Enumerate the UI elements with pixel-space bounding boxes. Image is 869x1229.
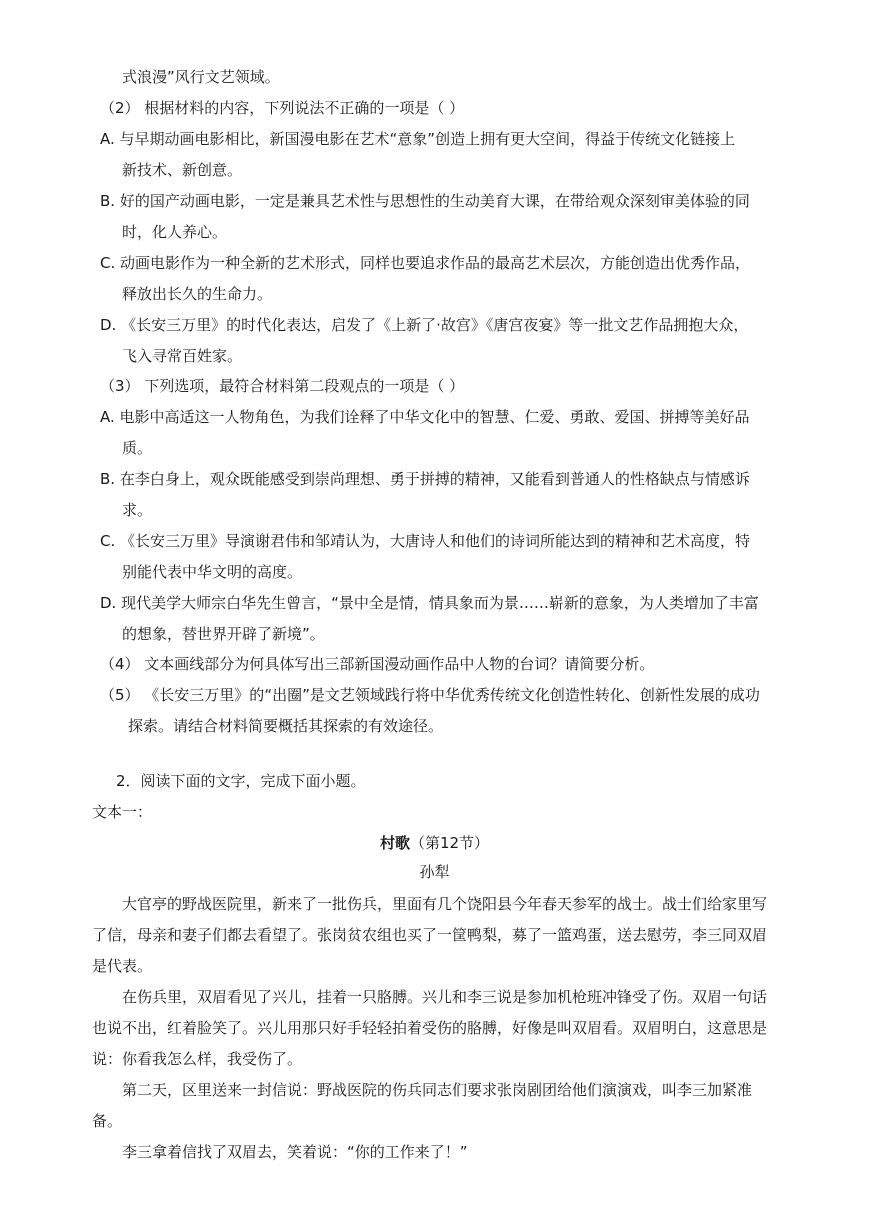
q2-option-c-line2: 释放出长久的生命力。 (122, 285, 273, 303)
q2-option-b-line2: 时，化人养心。 (122, 223, 228, 241)
story-title-chapter: （第12节） (409, 834, 490, 852)
q2-option-d-line2: 飞入寻常百姓家。 (122, 347, 243, 365)
q2-option-a-line1: A. 与早期动画电影相比，新国漫电影在艺术“意象”创造上拥有更大空间，得益于传统文化链接上 (100, 130, 736, 148)
para1-line2: 了信，母亲和妻子们都去看望了。张岗贫农组也买了一筐鸭梨，募了一篮鸡蛋，送去慰劳，李三同双眉 (92, 926, 768, 944)
section2-heading: 2．阅读下面的文字，完成下面小题。 (116, 772, 366, 790)
para4-line1: 李三拿着信找了双眉去，笑着说：“你的工作来了！” (122, 1143, 468, 1161)
para1-line1: 大官亭的野战医院里，新来了一批伤兵，里面有几个饶阳县今年春天参军的战士。战士们给家里写 (122, 895, 768, 913)
para2-line1: 在伤兵里，双眉看见了兴儿，挂着一只胳膊。兴儿和李三说是参加机枪班冲锋受了伤。双眉一句话 (122, 988, 768, 1006)
q2-option-b-line1: B. 好的国产动画电影，一定是兼具艺术性与思想性的生动美育大课，在带给观众深刻审美体验的同 (100, 192, 750, 210)
q1-tail-text: 式浪漫”风行文艺领域。 (122, 68, 280, 86)
text-one-label: 文本一： (92, 803, 153, 821)
story-title (0, 833, 869, 853)
q5-stem-line1: （5） 《长安三万里》的“出圈”是文艺领域践行将中华优秀传统文化创造性转化、创新性发展的成功 (100, 686, 760, 704)
q3-option-a-line2: 质。 (122, 439, 153, 457)
q5-stem-line2: 探索。请结合材料简要概括其探索的有效途径。 (128, 717, 444, 735)
para3-line2: 备。 (92, 1112, 123, 1130)
para2-line2: 也说不出，红着脸笑了。兴儿用那只好手轻轻拍着受伤的胳膊，好像是叫双眉看。双眉明白，这意思是 (92, 1019, 768, 1037)
para3-line1: 第二天，区里送来一封信说：野战医院的伤兵同志们要求张岗剧团给他们演演戏，叫李三加紧准 (122, 1081, 753, 1099)
q2-option-a-line2: 新技术、新创意。 (122, 161, 243, 179)
q3-option-c-line2: 别能代表中华文明的高度。 (122, 563, 303, 581)
para1-line3: 是代表。 (92, 957, 153, 975)
q3-stem: （3） 下列选项，最符合材料第二段观点的一项是（ ） (100, 377, 465, 395)
q3-option-b-line1: B. 在李白身上，观众既能感受到崇尚理想、勇于拼搏的精神，又能看到普通人的性格缺点与情感诉 (100, 470, 750, 488)
q3-option-d-line2: 的想象，替世界开辟了新境”。 (122, 625, 325, 643)
q2-option-c-line1: C. 动画电影作为一种全新的艺术形式，同样也要追求作品的最高艺术层次，方能创造出优秀作品， (100, 254, 751, 272)
q3-option-d-line1: D. 现代美学大师宗白华先生曾言，“景中全是情，情具象而为景……崭新的意象，为人类增加了丰富 (100, 594, 759, 612)
story-title-main: 村歌 (379, 834, 410, 852)
q2-option-d-line1: D. 《长安三万里》的时代化表达，启发了《上新了·故宫》《唐宫夜宴》等一批文艺作品拥抱大众， (100, 316, 749, 334)
story-author: 孙犁 (419, 863, 450, 881)
q2-stem: （2） 根据材料的内容，下列说法不正确的一项是（ ） (100, 99, 465, 117)
q3-option-b-line2: 求。 (122, 501, 153, 519)
q3-option-a-line1: A. 电影中高适这一人物角色，为我们诠释了中华文化中的智慧、仁爱、勇敢、爱国、拼搏等美好品 (100, 408, 750, 426)
q4-stem: （4） 文本画线部分为何具体写出三部新国漫动画作品中人物的台词？请简要分析。 (100, 655, 655, 673)
para2-line3: 说：你看我怎么样，我受伤了。 (92, 1050, 303, 1068)
q3-option-c-line1: C. 《长安三万里》导演谢君伟和邹靖认为，大唐诗人和他们的诗词所能达到的精神和艺术高度，特 (100, 532, 751, 550)
